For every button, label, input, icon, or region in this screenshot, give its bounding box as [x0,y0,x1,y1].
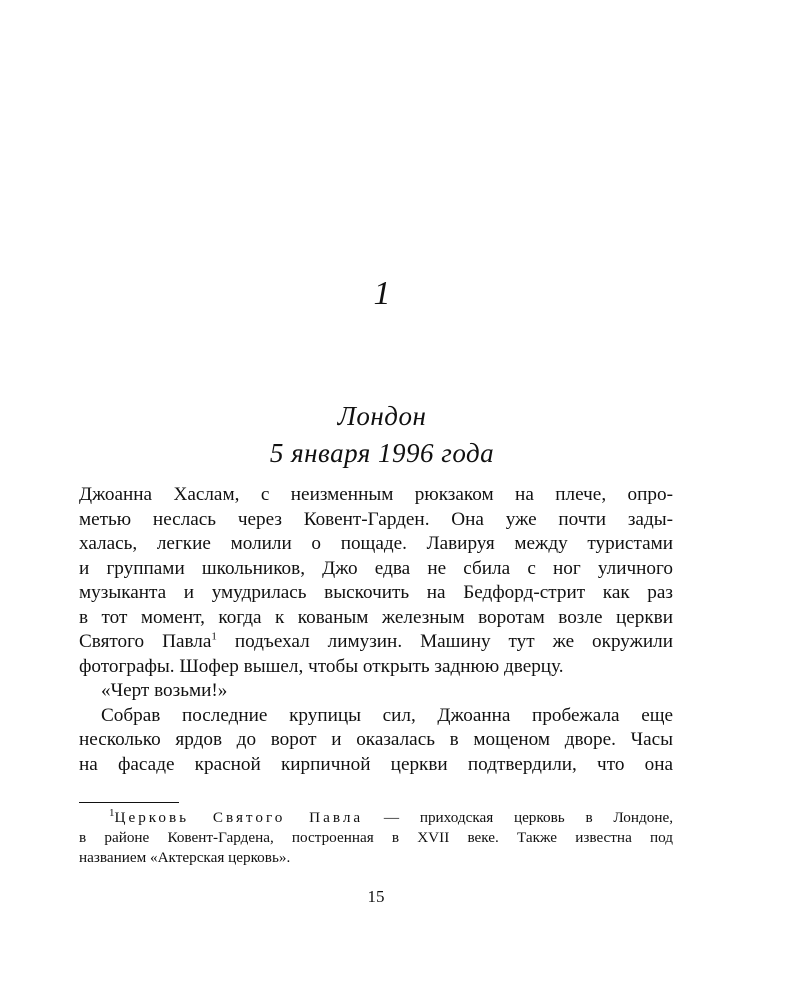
text-line: музыканта и умудрилась выскочить на Бедфорд-стрит как раз [79,582,673,603]
footnote-term: Церковь Святого Павла [114,809,364,826]
footnote-reference[interactable]: 1 [211,630,217,643]
text-line: халась, легкие молили о пощаде. Лавируя между туристами [79,533,673,554]
footnote-line: в районе Ковент-Гардена, построенная в XVII веке. Также известна под [79,829,673,846]
footnote-marker: 1 [109,806,115,819]
chapter-date-heading: 5 января 1996 года [269,438,495,468]
text-line: фотографы. Шофер вышел, чтобы открыть заднюю дверцу. [79,655,564,677]
chapter-number: 1 [373,275,391,312]
text-line: на фасаде красной кирпичной церкви подтвердили, что она [79,753,673,775]
text-line: и группами школьников, Джо едва не сбила с ног уличного [79,557,673,579]
footnote-divider [79,802,179,803]
text-line: метью неслась через Ковент-Гарден. Она уже почти зады- [79,508,673,530]
church-name: Святого Павла [79,631,212,652]
footnote-line [79,808,673,828]
text-line [79,630,673,655]
footnote-line: названием «Актерская церковь». [79,849,291,866]
text-line: Собрав последние крупицы сил, Джоанна пробежала еще [101,704,673,726]
text-line: Джоанна Хаслам, с неизменным рюкзаком на плече, опро- [79,484,673,505]
text-line: несколько ярдов до ворот и оказалась в мощеном дворе. Часы [79,729,673,750]
footnote [79,808,673,868]
chapter-place-heading: Лондон [337,401,427,431]
footnote-text: — приходская церковь в Лондоне, [383,809,673,826]
text-fragment: подъехал лимузин. Машину тут же окружили [234,631,673,652]
body-text [79,483,673,777]
page-number: 15 [367,887,385,906]
dialogue-line: «Черт возьми!» [101,680,228,701]
text-line: в тот момент, когда к кованым железным воротам возле церкви [79,606,673,628]
